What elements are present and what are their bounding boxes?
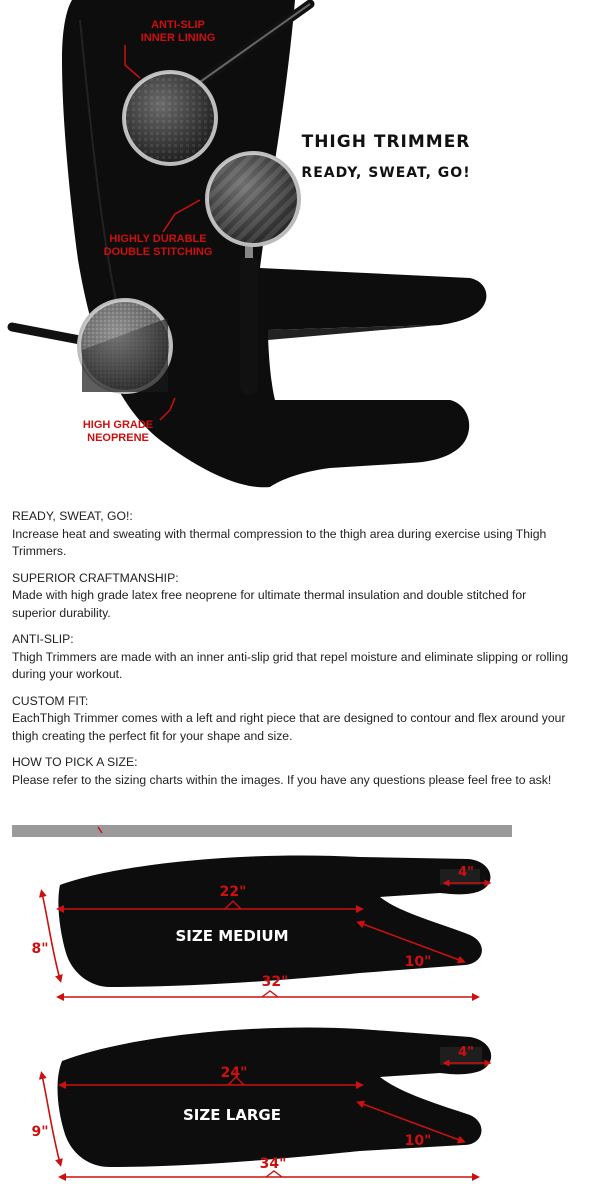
- callout-lining-line2: INNER LINING: [140, 32, 216, 44]
- callout-neoprene-line2: NEOPRENE: [87, 432, 149, 444]
- product-title: THIGH TRIMMER: [301, 132, 471, 152]
- section-text: EachThigh Trimmer comes with a left and right piece that are designed to contour and flex around your thigh creating the perfect fit for your shape and size.: [12, 711, 566, 743]
- size-medium-diagram: [31, 855, 490, 997]
- medium-total-measure: 32": [261, 974, 289, 990]
- callout-stitching-line2: DOUBLE STITCHING: [103, 246, 213, 258]
- large-strap-width-measure: 4": [458, 1045, 474, 1060]
- callout-lining-line1: ANTI-SLIP: [151, 19, 205, 31]
- section-text: Please refer to the sizing charts within the images. If you have any questions please feel free to ask!: [12, 772, 552, 787]
- section-text: Increase heat and sweating with thermal compression to the thigh area during exercise using Thigh Trimmers.: [12, 526, 547, 558]
- description-section: [12, 508, 572, 561]
- medium-size-label: SIZE MEDIUM: [175, 927, 289, 945]
- large-top-measure: 24": [220, 1065, 248, 1081]
- size-chart-top-bar: [12, 825, 512, 837]
- large-strap-measure: 10": [404, 1133, 432, 1149]
- hero-product-image: [0, 0, 590, 500]
- section-heading: CUSTOM FIT:: [12, 693, 89, 708]
- medium-strap-width-measure: 4": [458, 865, 474, 880]
- description-section: [12, 631, 572, 684]
- section-heading: READY, SWEAT, GO!:: [12, 509, 133, 523]
- medium-height-measure: 8": [31, 941, 49, 957]
- size-large-diagram: [31, 1027, 491, 1177]
- large-height-measure: 9": [31, 1124, 49, 1140]
- section-heading: HOW TO PICK A SIZE:: [12, 755, 138, 769]
- section-heading: SUPERIOR CRAFTMANSHIP:: [12, 570, 179, 585]
- medium-strap-measure: 10": [404, 954, 432, 970]
- product-description: [12, 508, 572, 798]
- large-size-label: SIZE LARGE: [182, 1106, 282, 1124]
- callout-stitching-line1: HIGHLY DURABLE: [109, 233, 207, 245]
- description-section: [12, 570, 572, 623]
- section-heading: ANTI-SLIP:: [12, 632, 74, 646]
- size-chart-image: [0, 823, 590, 1187]
- magnifier-neoprene: [12, 300, 171, 392]
- section-text: Thigh Trimmers are made with an inner anti-slip grid that repel moisture and eliminate slipping or rolling during your workout.: [12, 649, 569, 681]
- section-text: Made with high grade latex free neoprene for ultimate thermal insulation and double stitched for superior durability.: [12, 588, 527, 620]
- description-section: [12, 693, 572, 746]
- large-total-measure: 34": [259, 1156, 287, 1172]
- product-tagline: READY, SWEAT, GO!: [301, 165, 471, 181]
- medium-top-measure: 22": [219, 884, 247, 900]
- callout-neoprene-line1: HIGH GRADE: [82, 419, 154, 431]
- description-section: [12, 754, 572, 789]
